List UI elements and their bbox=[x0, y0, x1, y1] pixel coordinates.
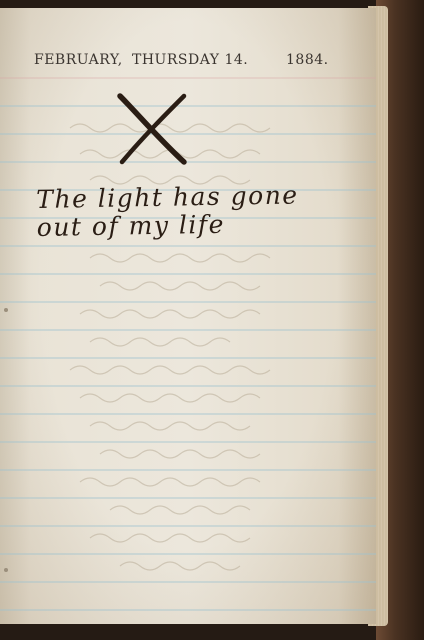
entry-line-1: The light has gone bbox=[36, 180, 299, 214]
diary-entry bbox=[36, 178, 367, 244]
cross-mark bbox=[114, 90, 190, 168]
header-day: THURSDAY 14. bbox=[132, 52, 249, 68]
header-year: 1884. bbox=[286, 52, 329, 68]
header-month: FEBRUARY, bbox=[34, 52, 123, 68]
binding-hole bbox=[4, 308, 8, 312]
entry-line-2: out of my life bbox=[36, 209, 226, 242]
diary-page bbox=[0, 8, 376, 624]
binding-hole bbox=[4, 568, 8, 572]
